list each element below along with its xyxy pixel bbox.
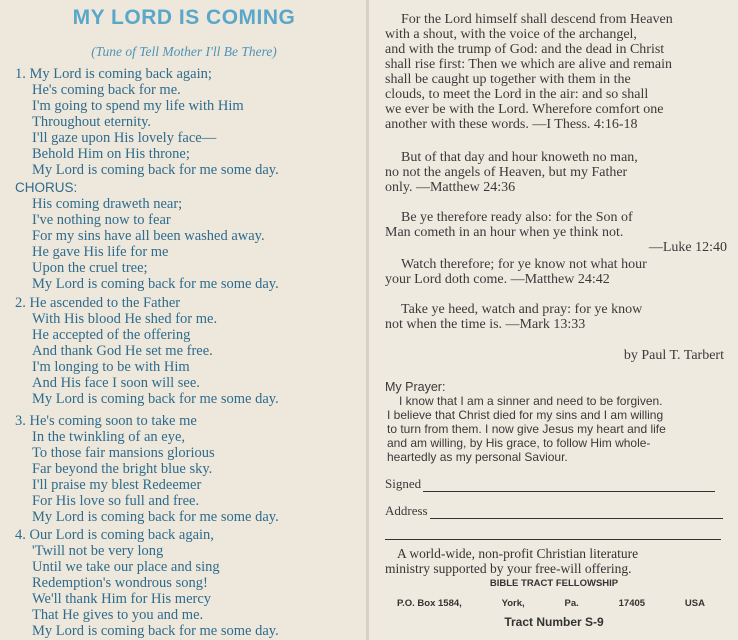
verse-line: Throughout eternity. [32,114,152,130]
scripture-line: For the Lord himself shall descend from Heaven [401,12,673,27]
verse-line: I'm going to spend my life with Him [32,98,244,114]
scripture-line: only. —Matthew 24:36 [385,180,516,195]
verse-line: Far beyond the bright blue sky. [32,461,213,477]
verse-line: And His face I soon will see. [32,375,200,391]
verse-line: I'll gaze upon His lovely face— [32,130,217,146]
tract-number: Tract Number S-9 [504,615,604,629]
verse-line: 1. My Lord is coming back again; [15,66,212,82]
page-fold [366,0,369,640]
verse-line: Redemption's wondrous song! [32,575,208,591]
ministry-line: ministry supported by your free-will offering. [385,561,632,576]
verse-1 [15,66,279,178]
prayer-line: and am willing, by His grace, to follow Him whole- [387,436,651,450]
hymn-title: MY LORD IS COMING [72,6,296,29]
scripture-ref: —Luke 12:40 [648,240,727,255]
scripture-line: Take ye heed, watch and pray: for ye know [401,302,643,317]
address-field[interactable] [385,503,723,519]
verse-4 [15,527,279,639]
verse-line: Until we take our place and sing [32,559,220,575]
scripture-line: But of that day and hour knoweth no man, [401,150,638,165]
address-label: Address [385,503,428,518]
author-credit: by Paul T. Tarbert [623,348,724,363]
chorus-line: I've nothing now to fear [32,212,171,228]
scripture-mark [385,302,727,332]
verse-line: 3. He's coming soon to take me [15,413,197,429]
prayer-body [385,394,725,464]
verse-line: And thank God He set me free. [32,343,213,359]
verse-line: With His blood He shed for me. [32,311,218,327]
zip: 17405 [618,598,646,609]
scripture-line: and with the trump of God: and the dead in Christ [385,42,665,57]
verse-line: My Lord is coming back for me some day. [32,623,279,639]
city: York, [501,598,525,609]
footer [385,546,723,629]
scripture-line: no not the angels of Heaven, but my Father [385,165,628,180]
verse-line: In the twinkling of an eye, [32,429,186,445]
state: Pa. [564,598,579,609]
prayer-line: I know that I am a sinner and need to be forgiven. [399,394,663,408]
chorus-label: CHORUS: [15,180,78,195]
prayer-title: My Prayer: [385,380,446,394]
scripture-thess [385,12,727,132]
chorus [15,180,279,292]
verse-line: 2. He ascended to the Father [15,295,181,311]
verse-line: For His love so full and free. [32,493,200,509]
verse-line: My Lord is coming back for me some day. [32,391,279,407]
scripture-matthew-24-42 [385,257,727,287]
scripture-line: your Lord doth come. —Matthew 24:42 [385,272,610,287]
scripture-line: another with these words. —I Thess. 4:16-18 [385,117,638,132]
scripture-line: shall be caught up together with them in the [385,72,631,87]
verse-line: He accepted of the offering [32,327,191,343]
prayer-line: to turn from them. I now give Jesus my heart and life [387,422,666,436]
scripture-line: Man cometh in an hour when ye think not. [385,225,624,240]
scripture-luke [385,210,727,255]
po-box: P.O. Box 1584, [397,598,462,609]
ministry-line: A world-wide, non-profit Christian literature [397,546,639,561]
scripture-line: with a shout, with the voice of the archangel, [385,27,637,42]
chorus-line: His coming draweth near; [32,196,183,212]
signature-line[interactable] [423,479,715,492]
signed-label: Signed [385,476,422,491]
chorus-line: For my sins have all been washed away. [32,228,265,244]
verse-line: Behold Him on His throne; [32,146,190,162]
verse-line: I'll praise my blest Redeemer [32,477,202,493]
verse-2 [15,295,279,407]
verse-line: That He gives to you and me. [32,607,204,623]
chorus-line: Upon the cruel tree; [32,260,148,276]
scripture-line: shall rise first: Then we which are alive and remain [385,57,673,72]
verse-line: We'll thank Him for His mercy [32,591,212,607]
organization-name: BIBLE TRACT FELLOWSHIP [489,578,619,589]
scripture-line: Be ye therefore ready also: for the Son of [401,210,633,225]
country: USA [684,598,705,609]
verse-line: He's coming back for me. [32,82,181,98]
prayer-block [385,380,725,464]
chorus-line: My Lord is coming back for me some day. [32,276,279,292]
chorus-line: He gave His life for me [32,244,169,260]
verse-3 [15,413,279,525]
address-line-2[interactable] [385,539,721,540]
ministry-statement [385,546,723,576]
verse-line: To those fair mansions glorious [32,445,215,461]
verse-line: My Lord is coming back for me some day. [32,509,279,525]
scripture-line: not when the time is. —Mark 13:33 [385,317,586,332]
prayer-line: I believe that Christ died for my sins and I am willing [387,408,664,422]
verse-line: 4. Our Lord is coming back again, [15,527,214,543]
mailing-address [385,598,723,609]
verse-line: I'm longing to be with Him [32,359,190,375]
address-line[interactable] [430,506,723,519]
verse-line: 'Twill not be very long [32,543,164,559]
signed-field[interactable] [385,476,715,492]
tune-subtitle: (Tune of Tell Mother I'll Be There) [91,44,277,59]
scripture-line: we ever be with the Lord. Wherefore comfort one [385,102,664,117]
scripture-matthew-24-36 [385,150,727,195]
prayer-line: heartedly as my personal Saviour. [387,450,568,464]
verse-line: My Lord is coming back for me some day. [32,162,279,178]
scripture-line: Watch therefore; for ye know not what hour [401,257,647,272]
scripture-line: clouds, to meet the Lord in the air: and so shall [385,87,649,102]
